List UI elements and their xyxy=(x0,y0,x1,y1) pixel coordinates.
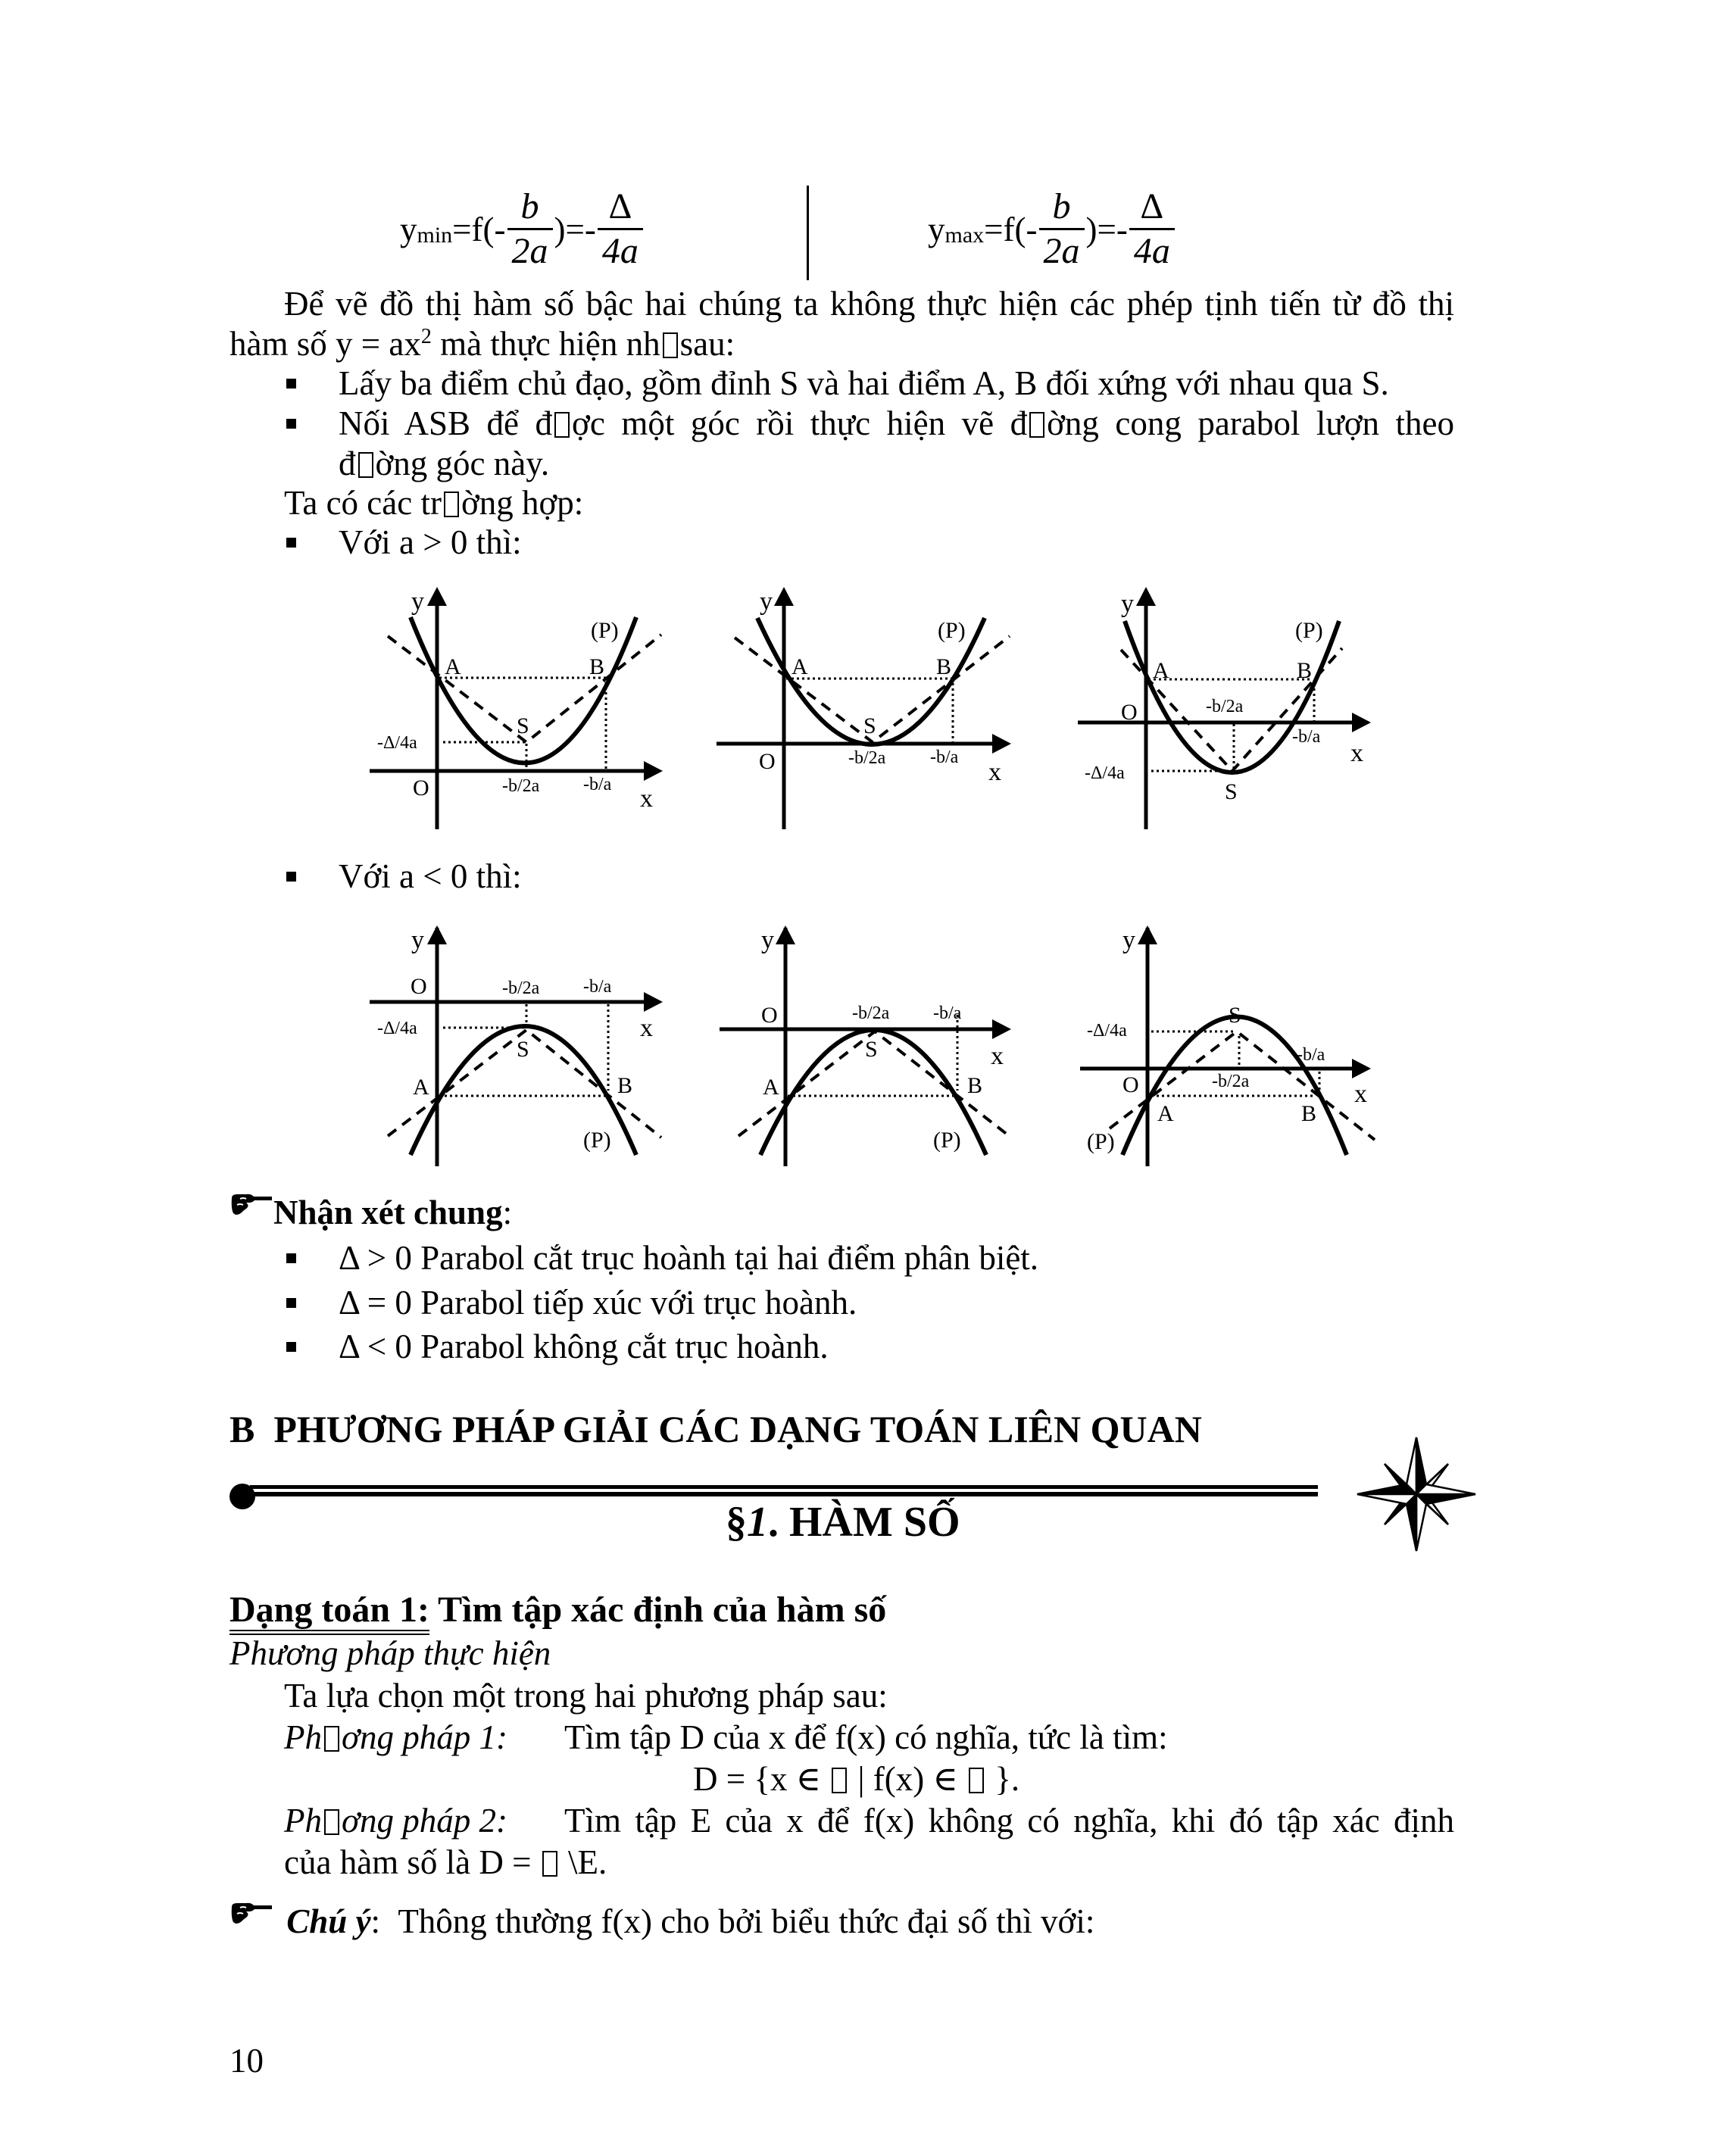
vertex-y-label: -Δ/4a xyxy=(377,733,417,753)
method-1-label xyxy=(284,1718,507,1757)
note-label: Chú ý xyxy=(286,1902,371,1940)
text: Nối ASB để đ xyxy=(339,404,553,442)
graph-a-pos-delta-neg xyxy=(348,568,697,833)
numerator: b xyxy=(507,186,553,230)
graph-a-pos-delta-pos xyxy=(1053,568,1378,833)
formula-text: =f(- xyxy=(452,210,506,248)
intro-bullet-2 xyxy=(339,404,1454,443)
point-a-label: A xyxy=(1157,1101,1174,1126)
formula-text: )=- xyxy=(1085,210,1128,248)
axis-label-x: x xyxy=(640,1014,653,1042)
point-b-label: B xyxy=(1297,658,1313,683)
dang-toan-title: Tìm tập xác định của hàm số xyxy=(429,1590,887,1630)
vertex-x-label: -b/2a xyxy=(502,776,540,796)
text: 1 xyxy=(747,1499,768,1546)
text: ơng pháp 1: xyxy=(342,1718,508,1756)
choose-method-text: Ta lựa chọn một trong hai phương pháp sau: xyxy=(284,1677,888,1715)
axis-label-y: y xyxy=(1121,590,1134,618)
point-b-label: B xyxy=(617,1073,633,1098)
origin-label: O xyxy=(413,775,429,800)
origin-label: O xyxy=(761,1003,778,1028)
text: ợc một góc rồi thực hiện vẽ đ xyxy=(572,404,1028,442)
axis-label-x: x xyxy=(988,758,1001,786)
case-a-negative: Với a < 0 thì: xyxy=(339,857,522,895)
numerator: b xyxy=(1039,186,1085,230)
vertex-s-label: S xyxy=(1225,779,1238,804)
text: Ph xyxy=(284,1718,322,1756)
parabola-label: (P) xyxy=(1087,1129,1115,1154)
method-1-text: Tìm tập D của x để f(x) có nghĩa, tức là tìm: xyxy=(564,1718,1168,1756)
formula-sub: min xyxy=(417,222,453,248)
rule-line-top xyxy=(250,1485,1318,1489)
bullet-icon xyxy=(286,1253,296,1263)
missing-glyph xyxy=(832,1768,847,1793)
dang-toan-label: Dạng toán 1: xyxy=(229,1590,429,1635)
parabola-label: (P) xyxy=(591,618,619,643)
fraction xyxy=(598,186,643,273)
vertex-s-label: S xyxy=(517,1037,529,1062)
text: § xyxy=(726,1499,747,1546)
graph-a-neg-delta-neg xyxy=(348,901,697,1166)
intro-bullet-1: Lấy ba điểm chủ đạo, gồm đỉnh S và hai điểm A, B đối xứng với nhau qua S. xyxy=(339,364,1389,402)
missing-glyph xyxy=(554,412,570,438)
formula-y: y xyxy=(928,210,945,248)
compass-star-icon xyxy=(1356,1435,1477,1553)
domain-set-formula xyxy=(693,1759,1019,1799)
text: ờng hợp: xyxy=(461,484,584,522)
origin-label: O xyxy=(411,974,427,999)
axis-label-y: y xyxy=(411,926,424,954)
text: \E. xyxy=(559,1843,607,1881)
origin-label: O xyxy=(1121,700,1138,725)
section-b-heading: B PHƯƠNG PHÁP GIẢI CÁC DẠNG TOÁN LIÊN QUAN xyxy=(229,1408,1202,1450)
fraction xyxy=(507,186,553,273)
intro-line-2 xyxy=(229,324,735,369)
graph-a-pos-delta-zero xyxy=(697,568,1030,833)
text: Ph xyxy=(284,1802,322,1840)
denominator: 4a xyxy=(601,231,639,271)
point-a-label: A xyxy=(1153,658,1169,683)
vertex-s-label: S xyxy=(865,1037,878,1062)
method-2-text-cont xyxy=(284,1843,607,1882)
missing-glyph xyxy=(358,452,373,478)
remark-item-1: Δ > 0 Parabol cắt trục hoành tại hai điểm phân biệt. xyxy=(339,1239,1039,1277)
bullet-icon xyxy=(286,1298,296,1308)
formula-text: =f(- xyxy=(984,210,1038,248)
bullet-icon xyxy=(286,419,296,429)
intro-bullet-2-cont xyxy=(339,444,549,483)
note-text: Thông thường f(x) cho bởi biểu thức đại số thì với: xyxy=(398,1902,1095,1940)
vertex-y-label: -Δ/4a xyxy=(1087,1021,1127,1041)
vertex-x-label: -b/2a xyxy=(502,978,540,998)
denominator: 2a xyxy=(511,231,548,271)
missing-glyph xyxy=(542,1851,557,1877)
vertex-s-label: S xyxy=(863,713,876,738)
method-heading: Phương pháp thực hiện xyxy=(229,1634,551,1672)
remark-heading xyxy=(229,1192,512,1232)
bullet-icon xyxy=(286,379,296,389)
rule-line-bottom xyxy=(250,1492,1318,1496)
vertex-x-label: -b/2a xyxy=(1212,1072,1250,1091)
note-line xyxy=(229,1901,1094,1941)
vertex-x-label: -b/2a xyxy=(852,1003,890,1023)
vertex-y-label: -Δ/4a xyxy=(377,1019,417,1038)
missing-glyph xyxy=(324,1809,339,1835)
text: sau: xyxy=(679,325,735,363)
pointing-hand-icon xyxy=(229,1192,273,1218)
missing-glyph xyxy=(324,1726,339,1752)
case-a-positive: Với a > 0 thì: xyxy=(339,523,522,561)
axis-label-x: x xyxy=(640,785,653,813)
point-b-label: B xyxy=(936,654,952,679)
point-b-label: B xyxy=(589,654,605,679)
point-b-label: B xyxy=(1301,1101,1317,1126)
cases-intro xyxy=(284,483,583,523)
text: }. xyxy=(986,1760,1020,1798)
missing-glyph xyxy=(1029,412,1044,438)
bullet-icon xyxy=(286,872,296,882)
root-x-label: -b/a xyxy=(930,747,959,767)
parabola-label: (P) xyxy=(933,1128,961,1153)
text: : xyxy=(370,1902,381,1940)
ymax-formula xyxy=(928,186,1176,273)
denominator: 4a xyxy=(1133,231,1170,271)
missing-glyph xyxy=(663,332,678,358)
vertex-x-label: -b/2a xyxy=(1206,697,1244,716)
root-x-label: -b/a xyxy=(1292,727,1321,747)
text: Nhận xét chung xyxy=(273,1194,503,1231)
axis-label-y: y xyxy=(411,588,424,616)
formula-text: )=- xyxy=(554,210,596,248)
point-a-label: A xyxy=(763,1075,779,1100)
axis-label-y: y xyxy=(1122,926,1135,954)
numerator: Δ xyxy=(598,186,643,230)
text: đ xyxy=(339,445,356,482)
parabola-label: (P) xyxy=(583,1128,611,1153)
formula-divider xyxy=(807,186,809,280)
point-a-label: A xyxy=(445,654,461,679)
text: D = {x ∈ xyxy=(693,1760,830,1798)
root-x-label: -b/a xyxy=(933,1003,962,1023)
axis-label-x: x xyxy=(1354,1080,1367,1108)
text: ờng góc này. xyxy=(375,445,550,482)
axis-label-y: y xyxy=(760,588,773,616)
vertex-x-label: -b/2a xyxy=(848,748,886,768)
point-a-label: A xyxy=(792,654,808,679)
intro-line-1: Để vẽ đồ thị hàm số bậc hai chúng ta không thực hiện các phép tịnh tiến từ đồ thị xyxy=(284,285,1454,323)
dang-toan-1-heading xyxy=(229,1589,886,1631)
denominator: 2a xyxy=(1043,231,1080,271)
parabola-label: (P) xyxy=(1295,618,1323,643)
point-b-label: B xyxy=(967,1073,983,1098)
remark-item-2: Δ = 0 Parabol tiếp xúc với trục hoành. xyxy=(339,1284,857,1322)
root-x-label: -b/a xyxy=(1297,1045,1325,1065)
axis-label-x: x xyxy=(991,1042,1004,1070)
formula-sub: max xyxy=(944,222,985,248)
text: hàm số y = ax xyxy=(229,325,421,363)
pointing-hand-icon xyxy=(229,1901,273,1927)
root-x-label: -b/a xyxy=(583,775,612,794)
formula-y: y xyxy=(400,210,417,248)
missing-glyph xyxy=(969,1768,984,1793)
text: : xyxy=(502,1194,513,1231)
origin-label: O xyxy=(1122,1072,1139,1097)
graph-a-neg-delta-zero xyxy=(697,901,1030,1166)
fraction xyxy=(1039,186,1085,273)
numerator: Δ xyxy=(1129,186,1175,230)
vertex-s-label: S xyxy=(517,713,529,738)
text: mà thực hiện nh xyxy=(431,325,660,363)
text: ơng pháp 2: xyxy=(342,1802,508,1840)
bullet-icon xyxy=(286,538,296,548)
point-a-label: A xyxy=(413,1075,429,1100)
remark-item-3: Δ < 0 Parabol không cắt trục hoành. xyxy=(339,1328,829,1365)
parabola-label: (P) xyxy=(938,618,966,643)
text: Ta có các tr xyxy=(284,484,442,522)
ymin-formula xyxy=(400,186,645,273)
root-x-label: -b/a xyxy=(583,977,612,997)
graph-a-neg-delta-pos xyxy=(1053,901,1378,1166)
origin-label: O xyxy=(759,749,776,774)
text: | f(x) ∈ xyxy=(849,1760,967,1798)
axis-label-x: x xyxy=(1350,739,1363,767)
superscript: 2 xyxy=(420,325,432,348)
bullet-icon xyxy=(286,1342,296,1352)
vertex-y-label: -Δ/4a xyxy=(1085,763,1125,783)
page-number: 10 xyxy=(229,2042,264,2080)
method-2-text: Tìm tập E của x để f(x) không có nghĩa, khi đó tập xác định xyxy=(564,1802,1454,1840)
missing-glyph xyxy=(444,492,459,517)
vertex-s-label: S xyxy=(1229,1003,1241,1028)
section-1-title xyxy=(726,1498,960,1546)
text: . HÀM SỐ xyxy=(768,1499,960,1546)
text: của hàm số là D = xyxy=(284,1843,540,1881)
axis-label-y: y xyxy=(761,926,774,954)
method-2-label xyxy=(284,1801,507,1840)
fraction xyxy=(1129,186,1175,273)
text: ờng cong parabol lượn theo xyxy=(1047,404,1455,442)
